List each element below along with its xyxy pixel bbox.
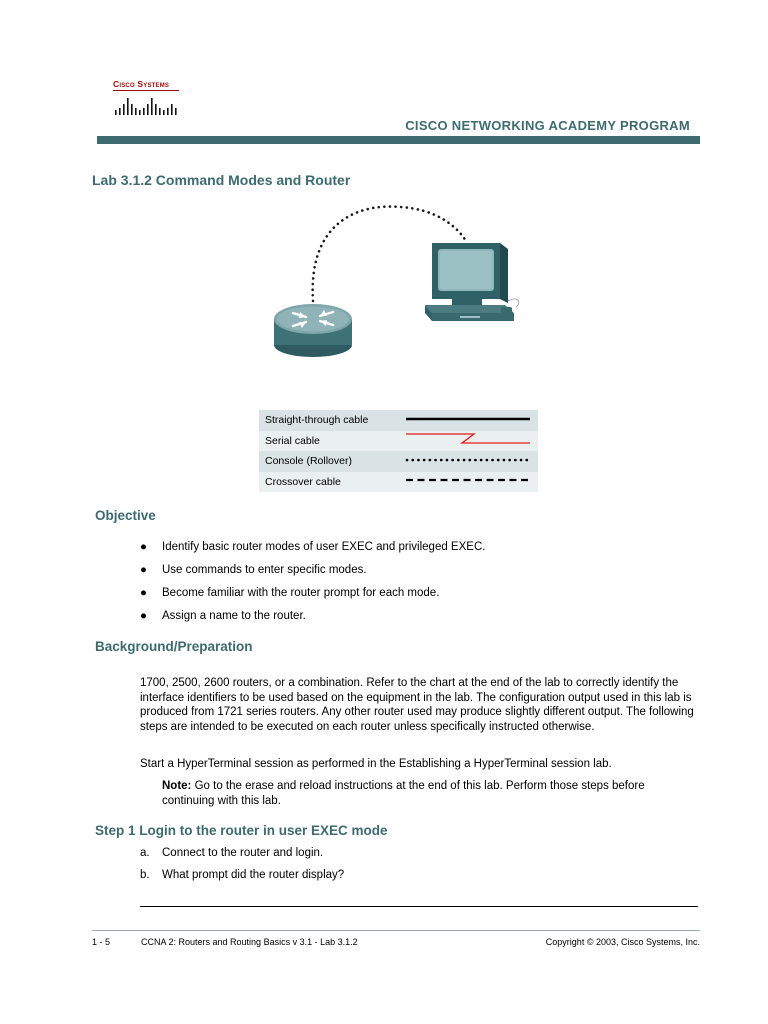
cisco-logo-underline: [113, 90, 179, 91]
step1-heading: Step 1 Login to the router in user EXEC mode: [95, 823, 388, 838]
legend-row: [259, 472, 538, 493]
topology-diagram: [260, 195, 540, 370]
list-item: ● Become familiar with the router prompt for each mode.: [140, 587, 440, 599]
list-item: ● Assign a name to the router.: [140, 610, 306, 622]
legend-row: [259, 431, 538, 452]
legend-label: Serial cable: [259, 431, 404, 452]
bullet-icon: ●: [140, 610, 147, 622]
legend-sample-straight: [404, 410, 538, 431]
background-heading: Background/Preparation: [95, 639, 253, 654]
list-item: b. What prompt did the router display?: [140, 869, 345, 881]
footer-page-number: 1 - 5: [92, 937, 111, 947]
footer-course: CCNA 2: Routers and Routing Basics v 3.1 - Lab 3.1.2: [141, 937, 358, 947]
legend-sample-console: [404, 451, 538, 472]
legend-sample-crossover: [404, 472, 538, 493]
footer-copyright: Copyright © 2003, Cisco Systems, Inc.: [545, 937, 700, 947]
list-item: a. Connect to the router and login.: [140, 847, 324, 859]
hyperterminal-paragraph: Start a HyperTerminal session as performed in the Establishing a HyperTerminal session lab.: [140, 758, 612, 770]
background-paragraph: 1700, 2500, 2600 routers, or a combination. Refer to the chart at the end of the lab to correctly identify the interface identifiers to be used based on the equipment in the lab. The configuration output used in this lab is produced from 1721 series routers. Any other router used may produce slightly different output. The following steps are intended to be executed on each router unless specifically instructed otherwise.: [140, 677, 694, 733]
cisco-logo-text: Cisco Systems: [113, 79, 170, 89]
program-title: CISCO NETWORKING ACADEMY PROGRAM: [405, 118, 690, 133]
bullet-icon: ●: [140, 564, 147, 576]
objective-heading: Objective: [95, 508, 156, 523]
legend-row: [259, 451, 538, 472]
legend-label: Straight-through cable: [259, 410, 404, 431]
lab-title: Lab 3.1.2 Command Modes and Router: [92, 172, 351, 188]
header-bar: [97, 136, 700, 144]
router-icon: [274, 304, 352, 357]
list-item: ● Use commands to enter specific modes.: [140, 564, 367, 576]
legend-row: [259, 410, 538, 431]
note-text: Go to the erase and reload instructions at the end of this lab. Perform those steps before continuing with this lab.: [162, 780, 645, 807]
objective-list: [140, 540, 700, 632]
cable-legend: [259, 410, 538, 492]
note-paragraph: [162, 779, 697, 808]
computer-icon: [425, 243, 519, 321]
cisco-logo-icon: [113, 92, 179, 116]
step1-list: [140, 846, 700, 890]
bullet-icon: ●: [140, 541, 147, 553]
note-label: Note:: [162, 780, 192, 792]
legend-label: Crossover cable: [259, 472, 404, 493]
legend-label: Console (Rollover): [259, 451, 404, 472]
legend-sample-serial: [404, 431, 538, 452]
answer-line: [140, 906, 698, 907]
footer-divider: [92, 930, 700, 931]
bullet-icon: ●: [140, 587, 147, 599]
list-item: ● Identify basic router modes of user EXEC and privileged EXEC.: [140, 541, 486, 553]
